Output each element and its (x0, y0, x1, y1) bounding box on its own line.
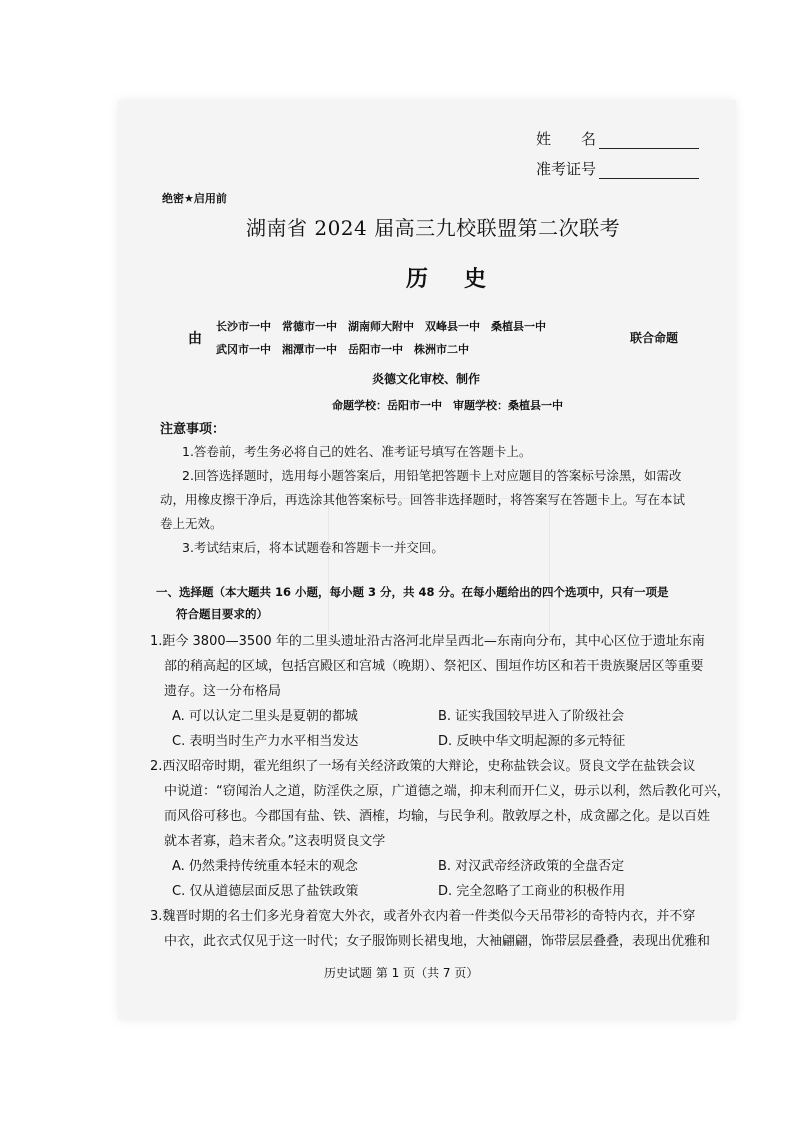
section-heading-cont: 符合题目要求的） (176, 607, 268, 621)
schools-row-1: 长沙市一中 常德市一中 湖南师大附中 双峰县一中 桑植县一中 (216, 320, 546, 333)
question-1-text: 遗存。这一分布格局 (164, 684, 282, 699)
section-heading: 一、选择题（本大题共 16 小题，每小题 3 分，共 48 分。在每小题给出的四个选项中，只有一项是 (156, 585, 669, 599)
subject-title: 历史 (406, 266, 523, 292)
joint-label: 联合命题 (630, 331, 679, 345)
note-item: 2.回答选择题时，选用每小题答案后，用铅笔把答题卡上对应题目的答案标号涂黑，如需改 (182, 468, 682, 483)
bleed-through-mark (328, 498, 550, 640)
page-footer: 历史试题 第 1 页（共 7 页） (324, 966, 479, 980)
question-2-option-c[interactable]: C. 仅从道德层面反思了盐铁政策 (172, 884, 359, 899)
exam-title: 湖南省 2024 届高三九校联盟第二次联考 (246, 216, 621, 240)
note-item: 卷上无效。 (160, 516, 223, 531)
question-3-text: 中衣，此衣式仅见于这一时代；女子服饰则长裙曳地，大袖翩翩，饰带层层叠叠，表现出优雅和 (164, 934, 711, 949)
question-2-text: 中说道：“窃闻治人之道，防淫佚之原，广道德之端，抑末利而开仁义，毋示以利，然后教化可兴， (164, 784, 730, 799)
note-item: 动，用橡皮擦干净后，再选涂其他答案标号。回答非选择题时，将答案写在答题卡上。写在本试 (160, 492, 686, 507)
exam-id-label: 准考证号 (536, 160, 597, 178)
notes-heading: 注意事项： (160, 422, 226, 437)
exam-id-field[interactable] (536, 158, 699, 179)
question-1-option-d[interactable]: D. 反映中华文明起源的多元特征 (438, 734, 626, 749)
question-1-option-b[interactable]: B. 证实我国较早进入了阶级社会 (438, 709, 625, 724)
question-2-option-b[interactable]: B. 对汉武帝经济政策的全盘否定 (438, 859, 625, 874)
question-1-option-a[interactable]: A. 可以认定二里头是夏朝的都城 (172, 709, 358, 724)
exam-page (118, 100, 736, 1020)
schools-row-2: 武冈市一中 湘潭市一中 岳阳市一中 株洲市二中 (216, 343, 469, 356)
note-item: 1.答卷前，考生务必将自己的姓名、准考证号填写在答题卡上。 (182, 444, 532, 459)
secret-mark: 绝密★启用前 (162, 192, 227, 205)
question-1-text: 1.距今 3800—3500 年的二里头遗址沿古洛河北岸呈西北—东南向分布，其中心区位于遗址东南 (150, 634, 705, 649)
question-2-option-d[interactable]: D. 完全忽略了工商业的积极作用 (438, 884, 626, 899)
note-item: 3.考试结束后，将本试题卷和答题卡一并交回。 (182, 540, 444, 555)
question-2-option-a[interactable]: A. 仍然秉持传统重本轻末的观念 (172, 859, 358, 874)
question-3-text: 3.魏晋时期的名士们多光身着宽大外衣，或者外衣内着一件类似今天吊带衫的奇特内衣，并不穿 (150, 909, 696, 924)
question-1-option-c[interactable]: C. 表明当时生产力水平相当发达 (172, 734, 359, 749)
question-2-text: 就本者寡，趋末者众。”这表明贤良文学 (164, 834, 386, 849)
name-field[interactable] (536, 128, 699, 149)
name-underline (599, 134, 699, 149)
by-label: 由 (188, 331, 202, 347)
question-1-text: 部的稍高起的区域，包括宫殿区和宫城（晚期）、祭祀区、围垣作坊区和若干贵族聚居区等重要 (164, 659, 704, 674)
question-2-text: 而风俗可移也。今郡国有盐、铁、酒榷，均输，与民争利。散敦厚之朴，成贪鄙之化。是以百姓 (164, 809, 711, 824)
review-line: 炎德文化审校、制作 (372, 372, 481, 386)
name-label: 姓 名 (536, 130, 597, 148)
proposer-line: 命题学校：岳阳市一中 审题学校：桑植县一中 (332, 399, 563, 412)
exam-id-underline (599, 164, 699, 179)
question-2-text: 2.西汉昭帝时期，霍光组织了一场有关经济政策的大辩论，史称盐铁会议。贤良文学在盐铁会议 (150, 759, 696, 774)
